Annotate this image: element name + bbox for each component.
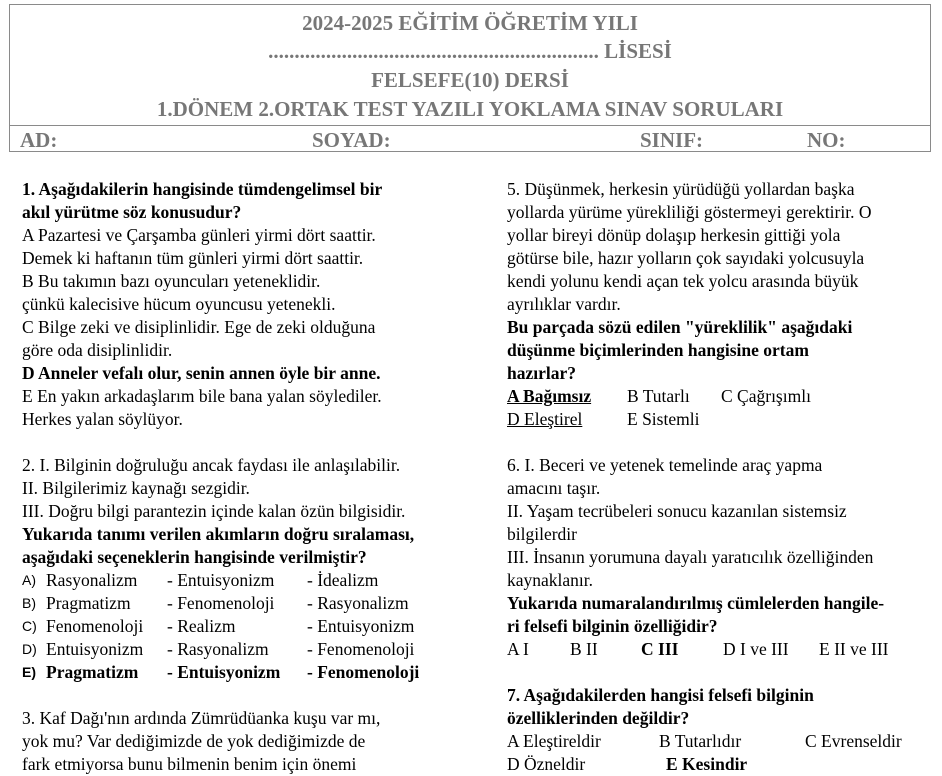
surname-field: SOYAD: <box>312 128 391 152</box>
q5-passage: götürse bile, hazır yolların çok sayıdaki yolcusuyla <box>507 248 865 268</box>
number-field: NO: <box>807 128 846 152</box>
q5-options-row1 <box>507 385 937 408</box>
q2-stem: aşağıdaki seçeneklerin hangisinde verilmiştir? <box>22 547 367 567</box>
q2-option-c: C) Fenomenoloji - Realizm - Entuisyonizm <box>22 616 415 636</box>
q1-option-a: Demek ki haftanın tüm günleri yirmi dört saattir. <box>22 248 364 268</box>
school-name-line: ............................................................... LİSESİ <box>268 39 672 63</box>
q7-option-e: E Kesindir <box>666 754 748 774</box>
exam-header <box>9 4 931 152</box>
q6-stem: ri felsefi bilginin özelliğidir? <box>507 616 718 636</box>
q6-option-e: E II ve III <box>819 639 889 659</box>
student-info-row <box>10 125 930 153</box>
q6-option-a: A I <box>507 639 529 659</box>
q6-item: II. Yaşam tecrübeleri sonucu kazanılan sistemsiz <box>507 501 847 521</box>
q3-text: fark etmiyorsa bunu bilmenin benim için önemi <box>22 754 357 774</box>
left-column <box>22 178 472 776</box>
q6-item: bilgilerdir <box>507 524 577 544</box>
q6-item: 6. I. Beceri ve yetenek temelinde araç yapma <box>507 455 823 475</box>
q2-option-b: B) Pragmatizm - Fenomenoloji - Rasyonalizm <box>22 593 409 613</box>
q5-passage: ayrılıklar vardır. <box>507 294 621 314</box>
q6-option-b: B II <box>570 639 598 659</box>
q5-stem: hazırlar? <box>507 363 577 383</box>
q1-option-e: E En yakın arkadaşlarım bile bana yalan söylediler. <box>22 386 382 406</box>
q1-option-c: göre oda disiplinlidir. <box>22 340 173 360</box>
q1-option-b: B Bu takımın bazı oyuncuları yeteneklidir. <box>22 271 321 291</box>
exam-title: 1.DÖNEM 2.ORTAK TEST YAZILI YOKLAMA SINAV SORULARI <box>156 97 784 121</box>
q5-stem: düşünme biçimlerinden hangisine ortam <box>507 340 809 360</box>
q1-stem: 1. Aşağıdakilerin hangisinde tümdengelimsel bir <box>22 179 383 199</box>
q2-item: 2. I. Bilginin doğruluğu ancak faydası ile anlaşılabilir. <box>22 455 401 475</box>
q6-option-c: C III <box>641 639 679 659</box>
q7-options-row1 <box>507 730 937 753</box>
q7-options-row2 <box>507 753 937 776</box>
q6-item: amacını taşır. <box>507 478 601 498</box>
q5-passage: 5. Düşünmek, herkesin yürüdüğü yollardan başka <box>507 179 855 199</box>
q2-stem: Yukarıda tanımı verilen akımların doğru sıralaması, <box>22 524 415 544</box>
q5-option-d: D Eleştirel <box>507 409 583 429</box>
q3-text: yok mu? Var dediğimizde de yok dediğimizde de <box>22 731 366 751</box>
school-year: 2024-2025 EĞİTİM ÖĞRETİM YILI <box>302 11 638 35</box>
q2-item: III. Doğru bilgi parantezin içinde kalan özün bilgisidir. <box>22 501 406 521</box>
q2-option-a: A) Rasyonalizm - Entuisyonizm - İdealizm <box>22 570 379 590</box>
q1-option-a: A Pazartesi ve Çarşamba günleri yirmi dört saattir. <box>22 225 376 245</box>
q2-option-d: D) Entuisyonizm - Rasyonalizm - Fenomenoloji <box>22 639 415 659</box>
q3-text: 3. Kaf Dağı'nın ardında Zümrüdüanka kuşu var mı, <box>22 708 381 728</box>
q6-item: III. İnsanın yorumuna dayalı yaratıcılık özelliğinden <box>507 547 874 567</box>
q5-passage: yollarda yürüme yürekliliği göstermeyi gerektirir. O <box>507 202 872 222</box>
q7-option-b: B Tutarlıdır <box>659 731 742 751</box>
q2-option-e: E) Pragmatizm - Entuisyonizm - Fenomenoloji <box>22 662 420 682</box>
q1-option-d: D Anneler vefalı olur, senin annen öyle bir anne. <box>22 363 381 383</box>
q5-options-row2 <box>507 408 937 431</box>
q7-stem: 7. Aşağıdakilerden hangisi felsefi bilginin <box>507 685 814 705</box>
q7-option-d: D Özneldir <box>507 754 586 774</box>
q6-option-d: D I ve III <box>723 639 789 659</box>
q6-stem: Yukarıda numaralandırılmış cümlelerden hangile- <box>507 593 885 613</box>
q5-passage: kendi yolunu kendi açan tek yolcu arasında büyük <box>507 271 859 291</box>
right-column <box>507 178 937 776</box>
q5-stem: Bu parçada sözü edilen "yüreklilik" aşağıdaki <box>507 317 853 337</box>
course-title: FELSEFE(10) DERSİ <box>371 68 569 92</box>
q5-option-e: E Sistemli <box>627 409 700 429</box>
q1-option-c: C Bilge zeki ve disiplinlidir. Ege de zeki olduğuna <box>22 317 376 337</box>
q6-options <box>507 638 937 661</box>
q2-item: II. Bilgilerimiz kaynağı sezgidir. <box>22 478 250 498</box>
q5-option-b: B Tutarlı <box>627 386 690 406</box>
q5-passage: yollar bireyi dönüp dolaşıp herkesin gittiği yola <box>507 225 841 245</box>
q5-option-a: A Bağımsız <box>507 386 592 406</box>
q1-option-e: Herkes yalan söylüyor. <box>22 409 183 429</box>
q6-item: kaynaklanır. <box>507 570 594 590</box>
q7-option-a: A Eleştireldir <box>507 731 601 751</box>
q7-option-c: C Evrenseldir <box>805 731 902 751</box>
class-field: SINIF: <box>640 128 704 152</box>
q1-stem: akıl yürütme söz konusudur? <box>22 202 242 222</box>
q7-stem: özelliklerinden değildir? <box>507 708 690 728</box>
q5-option-c: C Çağrışımlı <box>721 386 811 406</box>
name-field: AD: <box>20 128 58 152</box>
q1-option-b: çünkü kalecisive hücum oyuncusu yetenekli. <box>22 294 336 314</box>
